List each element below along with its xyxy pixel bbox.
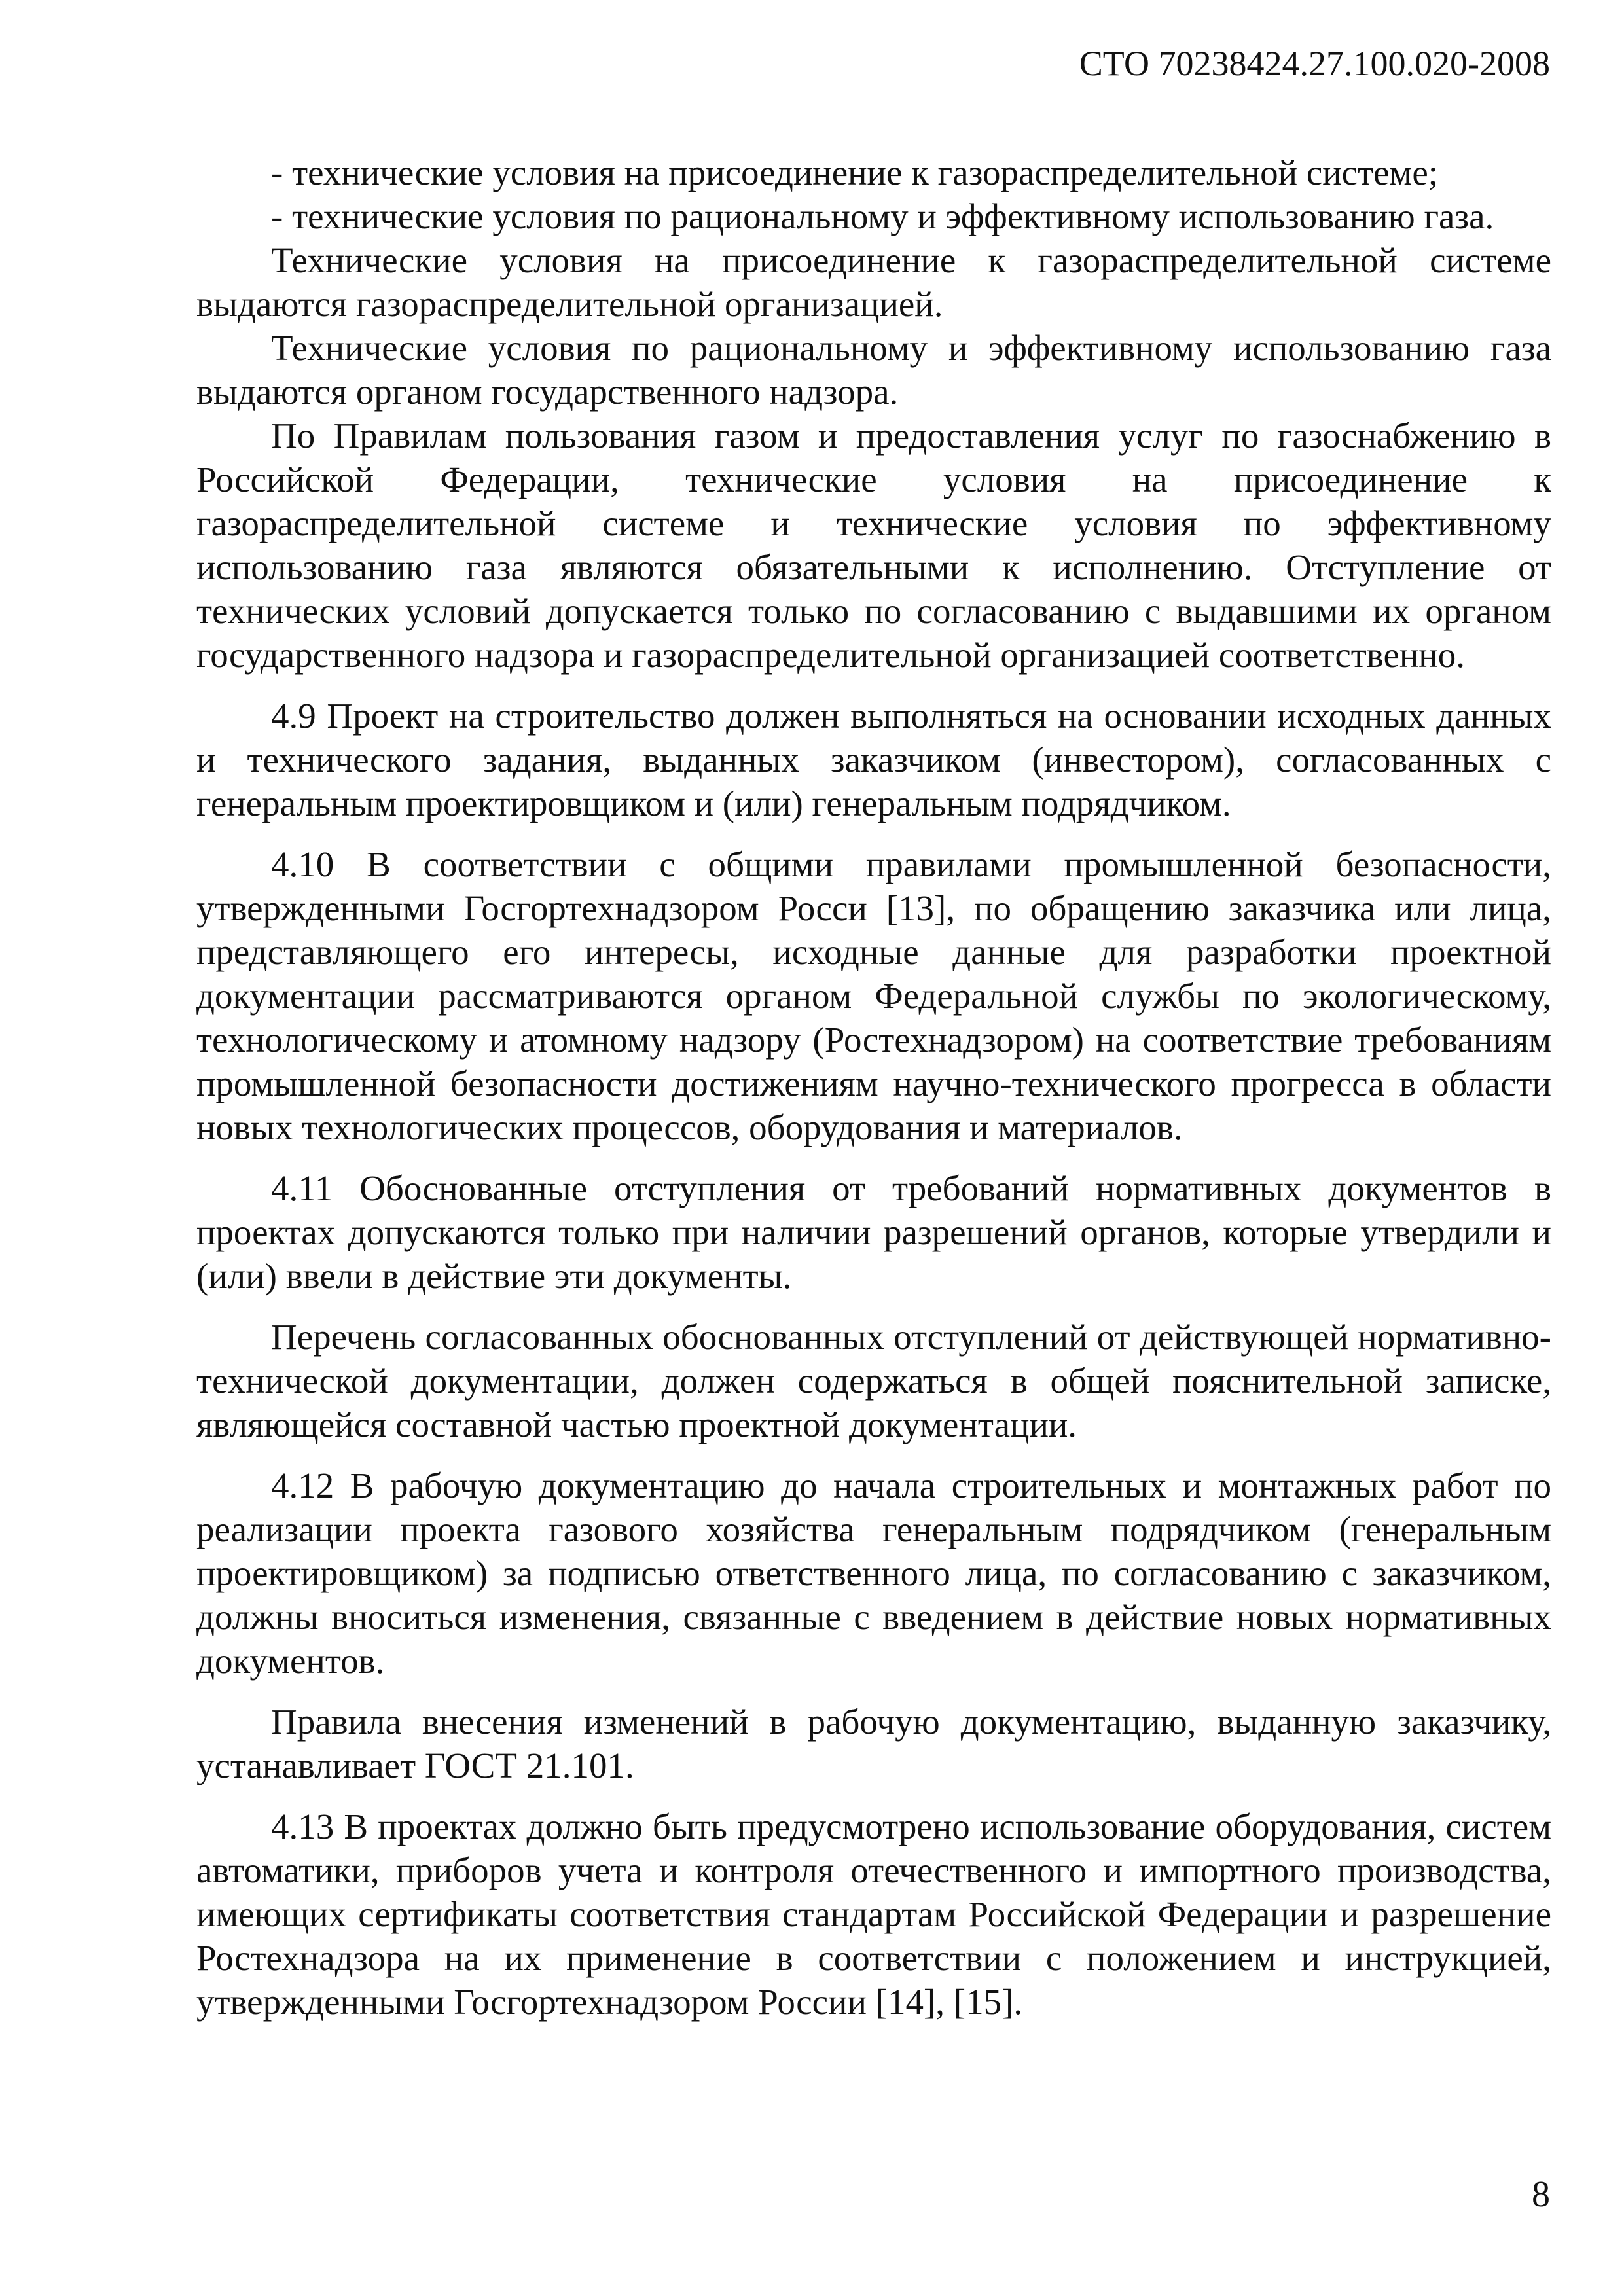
paragraph-gas-rules: По Правилам пользования газом и предоставления услуг по газоснабжению в Российской Федерации, технические условия на присоединение к газораспределительной системе и технические условия по эффективному использованию газа являются обязательными к исполнению. Отступление от технических условий допускается только по согласованию с выдавшими их органом государственного надзора и газораспределительной организацией соответственно. — [196, 416, 1551, 675]
clause-4-9: 4.9 Проект на строительство должен выполняться на основании исходных данных и технического задания, выданных заказчиком (инвестором), согласованных с генеральным проектировщиком и (или) генеральным подрядчиком. — [196, 696, 1551, 823]
list-item-connection-conditions: - технические условия на присоединение к газораспределительной системе; — [271, 152, 1439, 192]
list-item-gas-usage-conditions: - технические условия по рациональному и эффективному использованию газа. — [271, 196, 1494, 236]
paragraph-connection-conditions-issuer: Технические условия на присоединение к газораспределительной системе выдаются газораспределительной организацией. — [196, 240, 1551, 324]
page-number: 8 — [1532, 2174, 1550, 2215]
clause-4-12: 4.12 В рабочую документацию до начала строительных и монтажных работ по реализации проекта газового хозяйства генеральным подрядчиком (генеральным проектировщиком) за подписью ответственного лица, по согласованию с заказчиком, должны вноситься изменения, связанные с введением в действие новых нормативных документов. — [196, 1465, 1551, 1681]
clause-4-11: 4.11 Обоснованные отступления от требований нормативных документов в проектах допускаются только при наличии разрешений органов, которые утвердили и (или) ввели в действие эти документы. — [196, 1168, 1551, 1296]
clause-4-10: 4.10 В соответствии с общими правилами промышленной безопасности, утвержденными Госгортехнадзором Росси [13], по обращению заказчика или лица, представляющего его интересы, исходные данные для разработки проектной документации рассматриваются органом Федеральной службы по экологическому, технологическому и атомному надзору (Ростехнадзором) на соответствие требованиям промышленной безопасности достижениям научно-технического прогресса в области новых технологических процессов, оборудования и материалов. — [196, 844, 1551, 1147]
paragraph-change-rules: Правила внесения изменений в рабочую документацию, выданную заказчику, устанавливает ГОСТ 21.101. — [196, 1702, 1551, 1785]
document-code-header: СТО 70238424.27.100.020-2008 — [1079, 44, 1550, 83]
paragraph-deviation-list: Перечень согласованных обоснованных отступлений от действующей нормативно-технической документации, должен содержаться в общей пояснительной записке, являющейся составной частью проектной документации. — [196, 1317, 1551, 1444]
paragraph-gas-usage-issuer: Технические условия по рациональному и эффективному использованию газа выдаются органом государственного надзора. — [196, 328, 1551, 412]
document-body — [196, 151, 1551, 2024]
clause-4-13: 4.13 В проектах должно быть предусмотрено использование оборудования, систем автоматики, приборов учета и контроля отечественного и импортного производства, имеющих сертификаты соответствия стандартам Российской Федерации и разрешение Ростехнадзора на их применение в соответствии с положением и инструкцией, утвержденными Госгортехнадзором России [14], [15]. — [196, 1806, 1551, 2022]
